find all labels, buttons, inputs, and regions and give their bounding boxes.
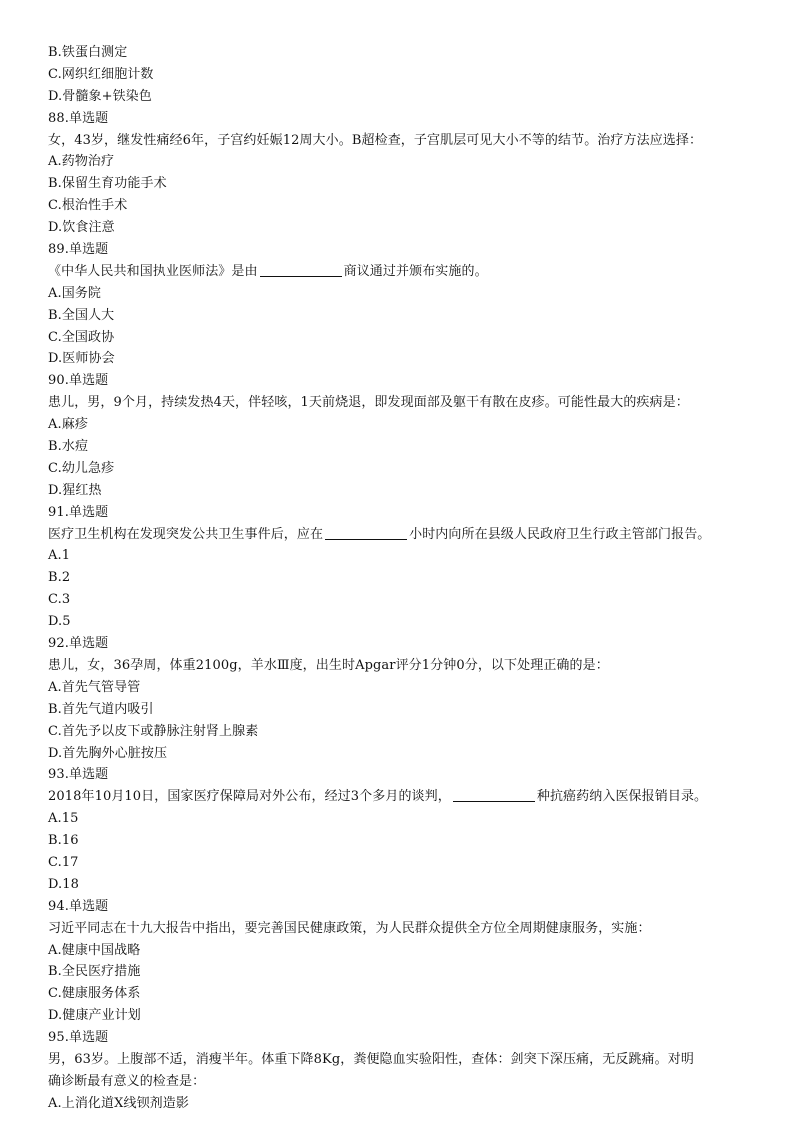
question-number: 94.单选题 xyxy=(48,898,109,914)
answer-option: B.16 xyxy=(48,833,79,849)
question-stem: 患儿，女，36孕周，体重2100g，羊水Ⅲ度，出生时Apgar评分1分钟0分，以下处理正确的是： xyxy=(48,657,609,673)
stem-text-after: 商议通过并颁布实施的。 xyxy=(343,263,488,279)
answer-option: D.饮食注意 xyxy=(48,220,115,236)
answer-option: B.首先气道内吸引 xyxy=(48,701,154,717)
question-number: 92.单选题 xyxy=(48,636,109,652)
answer-option: C.3 xyxy=(48,592,71,608)
answer-option: B.全民医疗措施 xyxy=(48,964,141,980)
answer-option: D.健康产业计划 xyxy=(48,1008,141,1024)
answer-option: C.根治性手术 xyxy=(48,198,128,214)
fill-in-blank xyxy=(325,525,407,540)
question-number: 89.单选题 xyxy=(48,242,109,258)
answer-option: D.医师协会 xyxy=(48,351,115,367)
stem-text-after: 种抗癌药纳入医保报销目录。 xyxy=(536,789,708,805)
fill-in-blank xyxy=(453,787,535,802)
answer-option: C.17 xyxy=(48,854,79,870)
answer-option: C.网织红细胞计数 xyxy=(48,66,154,82)
answer-option: A.1 xyxy=(48,548,71,564)
answer-option: B.水痘 xyxy=(48,439,89,455)
stem-text-after: 小时内向所在县级人民政府卫生行政主管部门报告。 xyxy=(409,526,711,542)
question-stem xyxy=(48,786,760,808)
answer-option: D.首先胸外心脏按压 xyxy=(48,745,168,761)
answer-option: A.麻疹 xyxy=(48,417,88,433)
answer-option: D.18 xyxy=(48,876,80,892)
stem-text-before: 2018年10月10日，国家医疗保障局对外公布，经过3个多月的谈判， xyxy=(48,789,451,805)
question-number: 93.单选题 xyxy=(48,767,109,783)
answer-option: D.骨髓象+铁染色 xyxy=(48,88,152,104)
document-page xyxy=(48,42,760,1115)
answer-option: C.健康服务体系 xyxy=(48,986,141,1002)
answer-option: A.药物治疗 xyxy=(48,154,115,170)
question-stem: 确诊断最有意义的检查是： xyxy=(48,1073,206,1089)
question-number: 88.单选题 xyxy=(48,110,109,126)
answer-option: B.全国人大 xyxy=(48,307,115,323)
answer-option: B.2 xyxy=(48,570,71,586)
answer-option: B.铁蛋白测定 xyxy=(48,45,128,60)
stem-text-before: 《中华人民共和国执业医师法》是由 xyxy=(48,263,258,279)
question-stem: 患儿，男，9个月，持续发热4天，伴轻咳，1天前烧退，即发现面部及躯干有散在皮疹。可能性最大的疾病是： xyxy=(48,395,689,411)
answer-option: A.首先气管导管 xyxy=(48,679,141,695)
question-stem: 男，63岁。上腹部不适，消瘦半年。体重下降8Kg，粪便隐血实验阳性，查体：剑突下深压痛，无反跳痛。对明 xyxy=(48,1051,694,1067)
question-stem: 女，43岁，继发性痛经6年，子宫约妊娠12周大小。B超检查，子宫肌层可见大小不等的结节。治疗方法应选择： xyxy=(48,132,703,148)
question-stem xyxy=(48,524,760,546)
answer-option: A.国务院 xyxy=(48,285,102,301)
answer-option: D.猩红热 xyxy=(48,482,102,498)
question-stem xyxy=(48,261,760,283)
question-number: 91.单选题 xyxy=(48,504,109,520)
answer-option: C.幼儿急疹 xyxy=(48,460,115,476)
question-number: 90.单选题 xyxy=(48,373,109,389)
answer-option: A.健康中国战略 xyxy=(48,942,141,958)
question-number: 95.单选题 xyxy=(48,1030,109,1046)
question-stem: 习近平同志在十九大报告中指出，要完善国民健康政策，为人民群众提供全方位全周期健康服务，实施： xyxy=(48,920,651,936)
stem-text-before: 医疗卫生机构在发现突发公共卫生事件后，应在 xyxy=(48,526,324,542)
answer-option: C.全国政协 xyxy=(48,329,115,345)
answer-option: A.上消化道X线钡剂造影 xyxy=(48,1095,189,1111)
answer-option: C.首先予以皮下或静脉注射肾上腺素 xyxy=(48,723,259,739)
answer-option: D.5 xyxy=(48,614,71,630)
answer-option: B.保留生育功能手术 xyxy=(48,176,167,192)
answer-option: A.15 xyxy=(48,811,79,827)
fill-in-blank xyxy=(260,262,342,277)
